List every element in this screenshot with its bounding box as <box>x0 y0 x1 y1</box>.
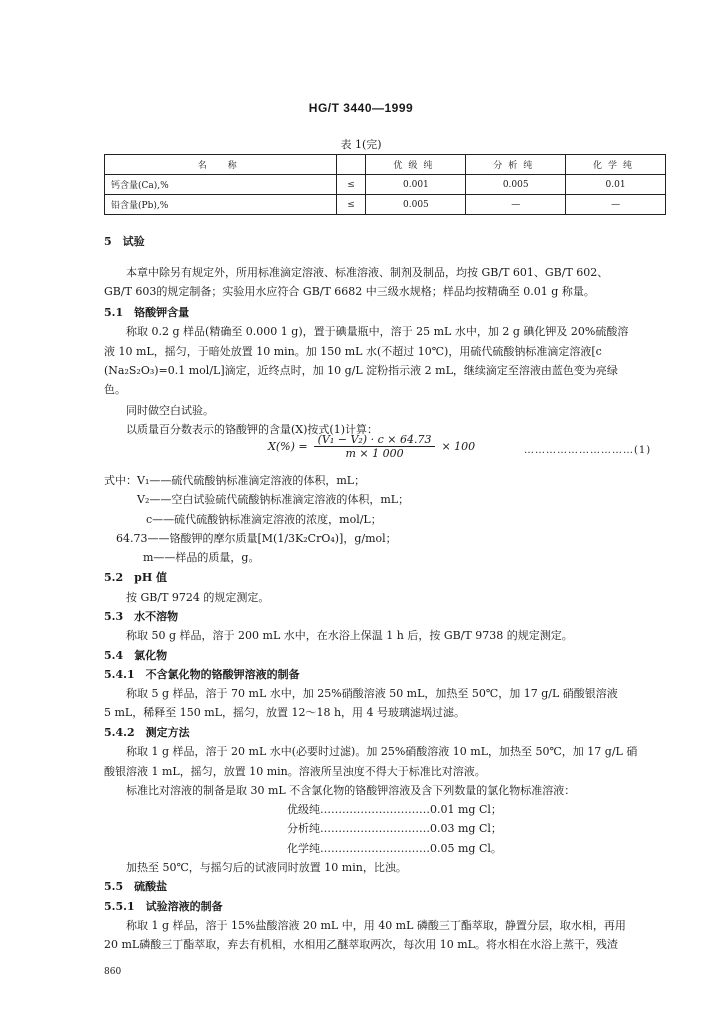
formula-factor: × 100 <box>441 440 476 453</box>
formula-number-label: (1) <box>634 445 652 456</box>
section-heading-5-5-1: 5.5.1 试验溶液的制备 <box>104 900 223 913</box>
body-text: 加热至 50℃，与摇匀后的试液同时放置 10 min，比浊。 <box>104 861 407 874</box>
body-text: 称取 1 g 样品，溶于 15%盐酸溶液 20 mL 中，用 40 mL 磷酸三丁酯萃取，静置分层，取水相，再用 <box>104 919 626 932</box>
body-text: GB/T 603的规定制备；实验用水应符合 GB/T 6682 中三级水规格；样品均按精确至 0.01 g 称量。 <box>104 285 595 298</box>
formula-1 <box>268 433 475 460</box>
body-text: 按 GB/T 9724 的规定测定。 <box>104 591 270 604</box>
column-header-name: 名 称 <box>105 155 337 175</box>
table-header-row <box>105 155 666 175</box>
section-heading-5-5: 5.5 硫酸盐 <box>104 880 168 893</box>
definition-molar-mass: 64.73——铬酸钾的摩尔质量[M(1/3K₂CrO₄)]，g/mol； <box>116 532 397 545</box>
row-cp: — <box>566 195 666 215</box>
body-text: 称取 1 g 样品，溶于 20 mL 水中(必要时过滤)。加 25%硝酸溶液 10 mL，加热至 50℃，加 17 g/L 硝 <box>104 745 638 758</box>
body-text: 称取 50 g 样品，溶于 200 mL 水中，在水浴上保温 1 h 后，按 GB/T 9738 的规定测定。 <box>104 629 573 642</box>
formula-number: …………………………(1) <box>524 445 652 456</box>
body-text: 色。 <box>104 383 126 396</box>
row-gr: 0.005 <box>366 195 466 215</box>
row-name: 钙含量(Ca),% <box>105 175 337 195</box>
body-text: 称取 5 g 样品，溶于 70 mL 水中，加 25%硝酸溶液 50 mL，加热至 50℃，加 17 g/L 硝酸银溶液 <box>104 687 618 700</box>
body-text: (Na₂S₂O₃)=0.1 mol/L]滴定，近终点时，加 10 g/L 淀粉指示液 2 mL，继续滴定至溶液由蓝色变为亮绿 <box>104 364 618 377</box>
body-text: 20 mL磷酸三丁酯萃取，弃去有机相，水相用乙醚萃取两次，每次用 10 mL。将水相在水浴上蒸干，残渣 <box>104 938 618 951</box>
spec-table <box>104 154 666 215</box>
body-text: 标准比对溶液的制备是取 30 mL 不含氯化物的铬酸钾溶液及含下列数量的氯化物标准溶液： <box>104 784 576 797</box>
row-ar: 0.005 <box>466 175 566 195</box>
column-header-gr: 优级纯 <box>366 155 466 175</box>
definition-m: m——样品的质量，g。 <box>143 551 260 564</box>
section-heading-5-4: 5.4 氯化物 <box>104 649 168 662</box>
table-row <box>105 175 666 195</box>
row-name: 铅含量(Pb),% <box>105 195 337 215</box>
body-text: 称取 0.2 g 样品(精确至 0.000 1 g)，置于碘量瓶中，溶于 25 mL 水中，加 2 g 碘化钾及 20%硫酸溶 <box>104 325 629 338</box>
formula-fraction <box>314 433 436 460</box>
definition-c: c——硫代硫酸钠标准滴定溶液的浓度，mol/L； <box>146 513 382 526</box>
formula-denominator: m × 1 000 <box>345 447 404 460</box>
body-text: 以质量百分数表示的铬酸钾的含量(X)按式(1)计算： <box>104 423 378 436</box>
table-row <box>105 195 666 215</box>
row-gr: 0.001 <box>366 175 466 195</box>
chloride-limit-cp: 化学纯…………………………0.05 mg Cl。 <box>287 842 502 855</box>
column-header-cp: 化学纯 <box>566 155 666 175</box>
section-heading-5-2: 5.2 pH 值 <box>104 571 168 584</box>
section-heading-5-4-1: 5.4.1 不含氯化物的铬酸钾溶液的制备 <box>104 668 300 681</box>
section-heading-5-3: 5.3 水不溶物 <box>104 610 179 623</box>
section-heading-5-1: 5.1 铬酸钾含量 <box>104 306 190 319</box>
row-op: ≤ <box>336 195 366 215</box>
body-text: 液 10 mL，摇匀，于暗处放置 10 min。加 150 mL 水(不超过 10℃)，用硫代硫酸钠标准滴定溶液[c <box>104 345 602 358</box>
definition-v1: 式中：V₁——硫代硫酸钠标准滴定溶液的体积，mL； <box>104 474 366 487</box>
body-text: 酸银溶液 1 mL，摇匀，放置 10 min。溶液所呈浊度不得大于标准比对溶液。 <box>104 765 486 778</box>
column-header-ar: 分析纯 <box>466 155 566 175</box>
document-header: HG/T 3440—1999 <box>308 101 414 115</box>
row-cp: 0.01 <box>566 175 666 195</box>
page-number: 860 <box>104 967 122 977</box>
section-heading-5-4-2: 5.4.2 测定方法 <box>104 726 190 739</box>
definition-v2: V₂——空白试验硫代硫酸钠标准滴定溶液的体积，mL； <box>137 493 410 506</box>
section-heading-5: 5 试验 <box>104 235 145 248</box>
chloride-limit-gr: 优级纯…………………………0.01 mg Cl； <box>287 803 502 816</box>
table-caption: 表 1(完) <box>340 138 382 151</box>
row-ar: — <box>466 195 566 215</box>
body-text: 本章中除另有规定外，所用标准滴定溶液、标准溶液、制剂及制品，均按 GB/T 601、GB/T 602、 <box>104 266 609 279</box>
body-text: 同时做空白试验。 <box>104 404 214 417</box>
chloride-limit-ar: 分析纯…………………………0.03 mg Cl； <box>287 822 502 835</box>
row-op: ≤ <box>336 175 366 195</box>
body-text: 5 mL，稀释至 150 mL，摇匀，放置 12～18 h，用 4 号玻璃滤埚过滤。 <box>104 706 466 719</box>
formula-numerator: (V₁ − V₂) · c × 64.73 <box>314 433 436 447</box>
formula-lhs: X(%) = <box>268 440 308 453</box>
column-header-op <box>336 155 366 175</box>
